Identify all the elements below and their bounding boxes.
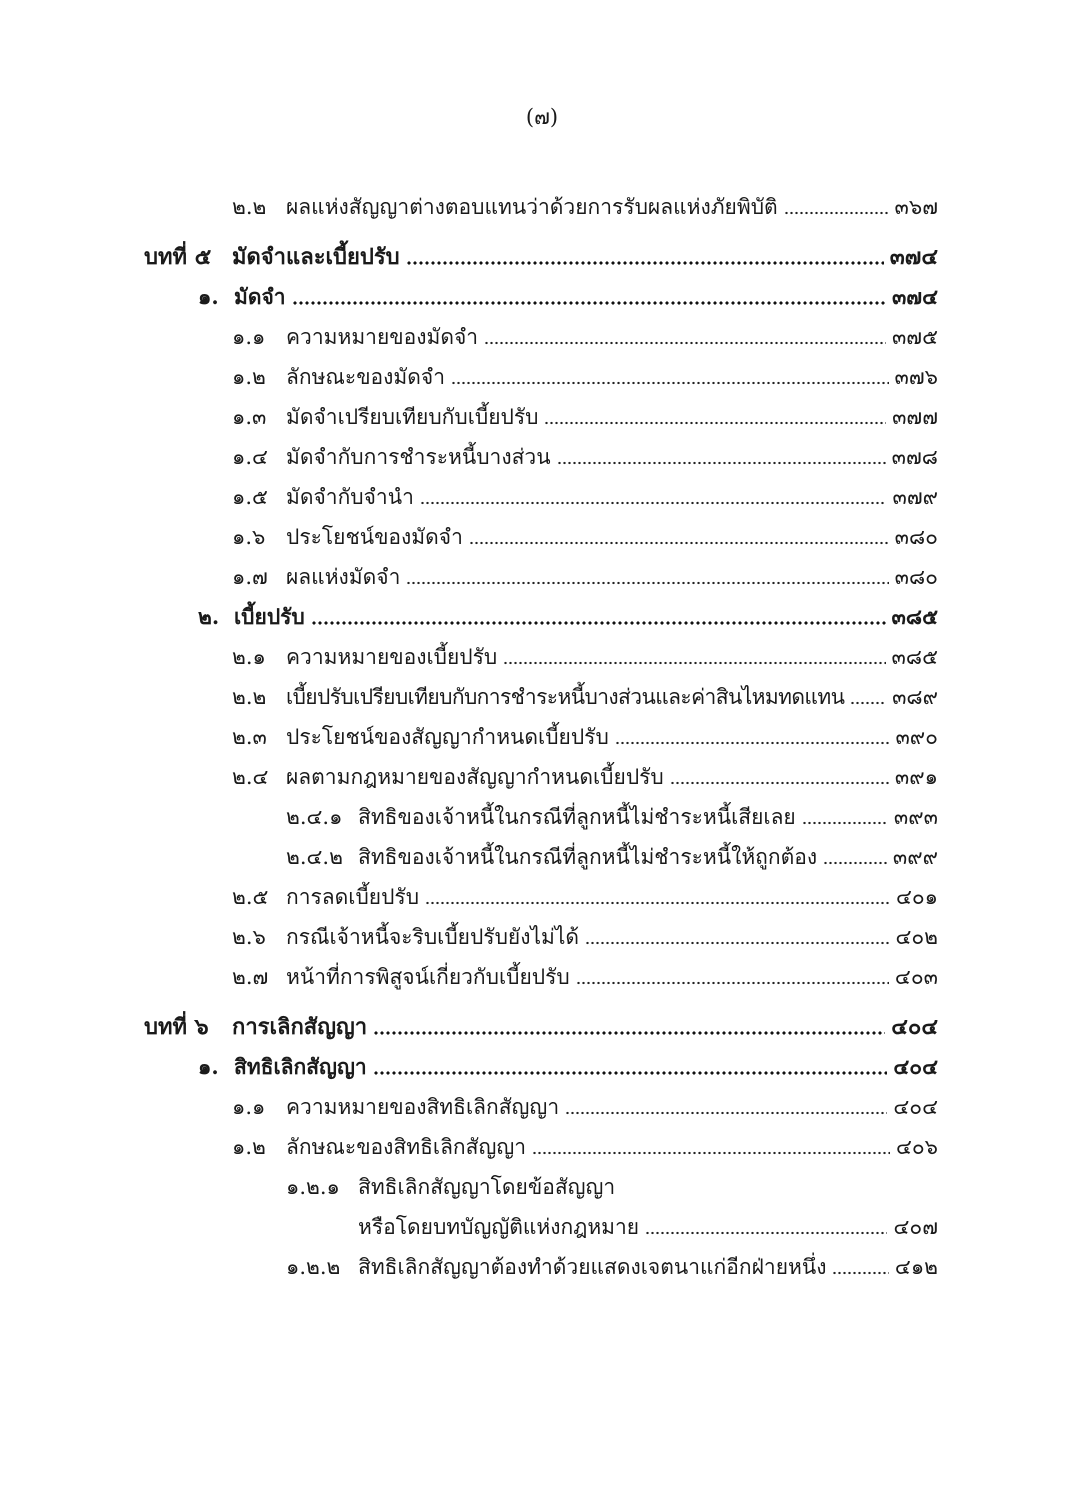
entry-number: ๒.๔.๑ — [286, 805, 343, 829]
dot-leader — [645, 1231, 887, 1235]
dot-leader — [373, 1071, 888, 1075]
toc-entry — [232, 881, 938, 913]
entry-page: ๓๗๗ — [892, 405, 938, 429]
entry-page: ๓๖๗ — [894, 195, 938, 219]
toc-entry — [232, 191, 938, 223]
dot-leader — [615, 741, 890, 745]
chapter-number: บทที่ ๕ — [144, 244, 212, 270]
section-title: เบี้ยปรับ — [234, 604, 305, 629]
dot-leader — [451, 381, 889, 385]
entry-number: ๒.๒ — [232, 685, 267, 709]
chapter-title: มัดจำและเบี้ยปรับ — [232, 244, 400, 270]
toc-entry — [232, 441, 938, 473]
entry-title: ประโยชน์ของมัดจำ — [286, 525, 463, 549]
chapter-number: บทที่ ๖ — [144, 1014, 209, 1040]
entry-number: ๒.๑ — [232, 645, 266, 669]
section-number: ๑. — [198, 1054, 219, 1079]
entry-title: สิทธิเลิกสัญญาโดยข้อสัญญา — [358, 1175, 616, 1199]
dot-leader — [292, 301, 886, 305]
toc-section — [198, 281, 938, 313]
dot-leader — [670, 781, 889, 785]
entry-page: ๔๐๒ — [895, 925, 938, 949]
dot-leader — [532, 1151, 890, 1155]
entry-page: ๓๘๕ — [891, 645, 938, 669]
dot-leader — [850, 701, 886, 705]
entry-number: ๒.๓ — [232, 725, 267, 749]
entry-title: ความหมายของสิทธิเลิกสัญญา — [286, 1095, 560, 1119]
toc-entry — [232, 401, 938, 433]
entry-page: ๓๗๙ — [892, 485, 938, 509]
entry-page: ๔๐๑ — [895, 885, 938, 909]
entry-title: สิทธิของเจ้าหนี้ในกรณีที่ลูกหนี้ไม่ชำระหนี้เสียเลย — [358, 805, 796, 829]
entry-number: ๑.๒ — [232, 365, 266, 389]
page-number: (๗) — [525, 105, 559, 129]
dot-leader — [784, 211, 889, 215]
entry-number: ๑.๒.๒ — [286, 1255, 341, 1279]
entry-title: มัดจำเปรียบเทียบกับเบี้ยปรับ — [286, 405, 539, 429]
toc-chapter — [144, 1011, 938, 1043]
entry-title-continuation: หรือโดยบทบัญญัติแห่งกฎหมาย — [358, 1215, 640, 1239]
entry-title: ลักษณะของสิทธิเลิกสัญญา — [286, 1135, 527, 1159]
toc-subentry-continuation — [358, 1211, 938, 1243]
entry-number: ๒.๔ — [232, 765, 269, 789]
entry-page: ๓๙๑ — [894, 765, 938, 789]
entry-number: ๒.๗ — [232, 965, 269, 989]
toc-entry — [232, 641, 938, 673]
entry-number: ๑.๑ — [232, 325, 266, 349]
dot-leader — [557, 461, 886, 465]
dot-leader — [823, 861, 887, 865]
dot-leader — [484, 341, 886, 345]
entry-page: ๓๙๐ — [895, 725, 938, 749]
entry-page: ๓๗๘ — [891, 445, 938, 469]
toc-entry — [232, 1131, 938, 1163]
entry-number: ๑.๓ — [232, 405, 267, 429]
entry-title: สิทธิเลิกสัญญาต้องทำด้วยแสดงเจตนาแก่อีกฝ่ายหนึ่ง — [358, 1255, 827, 1279]
dot-leader — [420, 501, 887, 505]
entry-number: ๑.๕ — [232, 485, 268, 509]
toc-entry — [232, 1091, 938, 1123]
entry-page: ๔๐๖ — [895, 1135, 938, 1159]
entry-title: ลักษณะของมัดจำ — [286, 365, 445, 389]
dot-leader — [832, 1271, 888, 1275]
section-title: มัดจำ — [234, 284, 286, 309]
dot-leader — [503, 661, 885, 665]
toc-subentry — [286, 801, 938, 833]
entry-title: มัดจำกับการชำระหนี้บางส่วน — [286, 445, 551, 469]
dot-leader — [544, 421, 886, 425]
entry-page: ๔๐๔ — [891, 1014, 938, 1040]
toc-entry — [232, 961, 938, 993]
toc-entry — [232, 481, 938, 513]
chapter-title: การเลิกสัญญา — [232, 1014, 368, 1040]
entry-page: ๔๐๔ — [893, 1095, 938, 1119]
entry-page: ๓๗๕ — [891, 325, 938, 349]
entry-title: หน้าที่การพิสูจน์เกี่ยวกับเบี้ยปรับ — [286, 965, 570, 989]
entry-page: ๓๘๙ — [892, 685, 938, 709]
entry-number: ๑.๑ — [232, 1095, 266, 1119]
entry-title: ผลแห่งมัดจำ — [286, 565, 401, 589]
entry-page: ๓๘๐ — [894, 525, 938, 549]
entry-number: ๒.๒ — [232, 195, 267, 219]
toc-entry — [232, 921, 938, 953]
toc-entry — [232, 681, 938, 713]
toc-subentry — [286, 1251, 938, 1283]
entry-title: ความหมายของเบี้ยปรับ — [286, 645, 498, 669]
toc-entry — [232, 521, 938, 553]
section-number: ๒. — [198, 604, 220, 629]
dot-leader — [585, 941, 889, 945]
entry-page: ๔๑๒ — [894, 1255, 938, 1279]
entry-number: ๒.๖ — [232, 925, 266, 949]
toc-section — [198, 1051, 938, 1083]
toc-subentry-first-line — [286, 1171, 938, 1203]
toc-chapter — [144, 241, 938, 273]
entry-title: ประโยชน์ของสัญญากำหนดเบี้ยปรับ — [286, 725, 609, 749]
entry-page: ๓๗๖ — [894, 365, 938, 389]
toc-entry — [232, 721, 938, 753]
toc-section — [198, 601, 938, 633]
dot-leader — [406, 581, 888, 585]
dot-leader — [576, 981, 889, 985]
entry-number: ๑.๔ — [232, 445, 268, 469]
section-number: ๑. — [198, 284, 219, 309]
entry-title: ผลตามกฎหมายของสัญญากำหนดเบี้ยปรับ — [286, 765, 664, 789]
entry-number: ๒.๔.๒ — [286, 845, 343, 869]
section-title: สิทธิเลิกสัญญา — [234, 1054, 367, 1079]
entry-number: ๑.๗ — [232, 565, 268, 589]
dot-leader — [425, 901, 890, 905]
entry-page: ๓๗๔ — [891, 284, 938, 309]
entry-title: การลดเบี้ยปรับ — [286, 885, 420, 909]
dot-leader — [469, 541, 889, 545]
entry-page: ๓๘๐ — [894, 565, 938, 589]
entry-page: ๔๐๓ — [894, 965, 938, 989]
dot-leader — [565, 1111, 887, 1115]
dot-leader — [311, 621, 886, 625]
entry-page: ๓๙๓ — [893, 805, 938, 829]
toc-subentry — [286, 841, 938, 873]
entry-page: ๓๗๔ — [889, 244, 938, 270]
entry-number: ๑.๖ — [232, 525, 266, 549]
entry-title: ความหมายของมัดจำ — [286, 325, 479, 349]
toc-entry — [232, 561, 938, 593]
entry-page: ๓๙๙ — [892, 845, 938, 869]
dot-leader — [373, 1031, 885, 1035]
entry-page: ๔๐๗ — [893, 1215, 938, 1239]
entry-number: ๑.๒ — [232, 1135, 266, 1159]
toc-entry — [232, 761, 938, 793]
entry-title: กรณีเจ้าหนี้จะริบเบี้ยปรับยังไม่ได้ — [286, 925, 580, 949]
dot-leader — [802, 821, 888, 825]
toc-entry — [232, 361, 938, 393]
entry-number: ๒.๕ — [232, 885, 269, 909]
entry-number: ๑.๒.๑ — [286, 1175, 340, 1199]
dot-leader — [406, 261, 884, 265]
entry-page: ๓๘๕ — [891, 604, 938, 629]
toc-entry — [232, 321, 938, 353]
entry-title: เบี้ยปรับเปรียบเทียบกับการชำระหนี้บางส่วนและค่าสินไหมทดแทน — [286, 685, 845, 709]
entry-title: มัดจำกับจำนำ — [286, 485, 414, 509]
entry-page: ๔๐๔ — [893, 1054, 938, 1079]
entry-title: สิทธิของเจ้าหนี้ในกรณีที่ลูกหนี้ไม่ชำระหนี้ให้ถูกต้อง — [358, 845, 818, 869]
entry-title: ผลแห่งสัญญาต่างตอบแทนว่าด้วยการรับผลแห่งภัยพิบัติ — [286, 195, 778, 219]
